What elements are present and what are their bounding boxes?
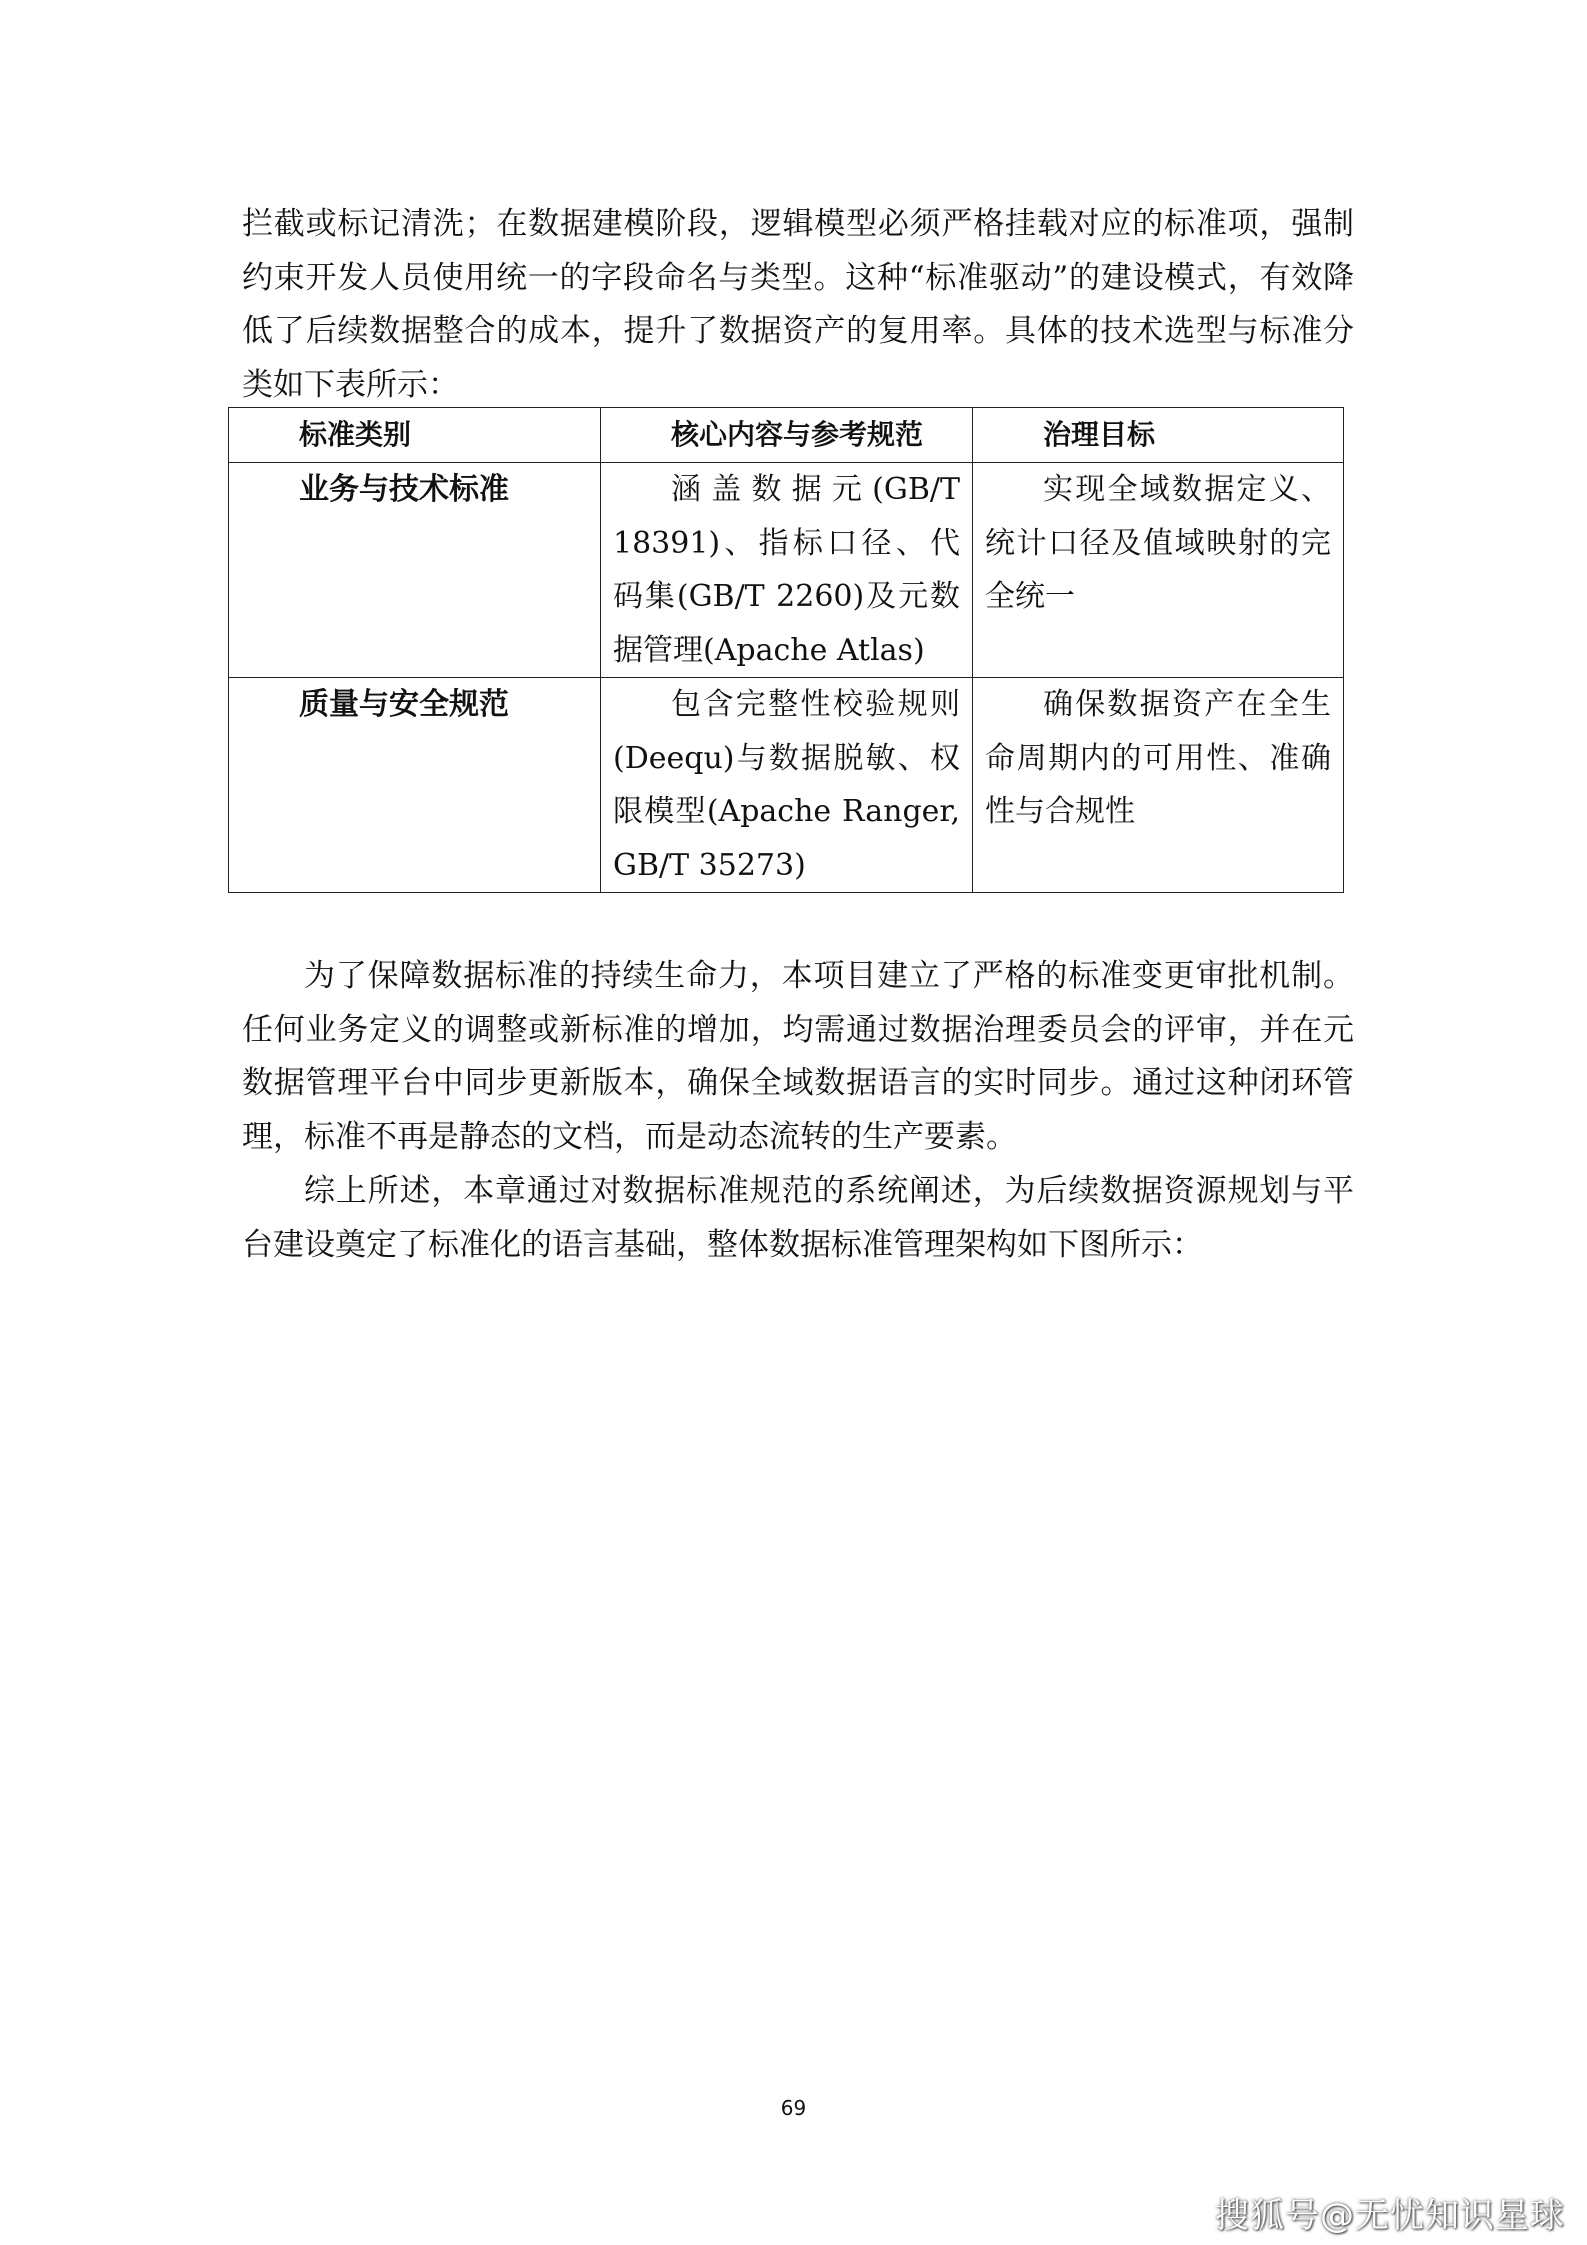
page-number: 69 — [780, 2096, 807, 2120]
watermark: 搜狐号@无忧知识星球 — [1215, 2196, 1565, 2236]
cell-category: 业务与技术标准 — [229, 463, 601, 678]
header-content: 核心内容与参考规范 — [601, 408, 973, 463]
table-row — [229, 678, 1344, 893]
cell-goal: 实现全域数据定义、统计口径及值域映射的完全统一 — [973, 463, 1344, 678]
paragraph-approval: 为了保障数据标准的持续生命力，本项目建立了严格的标准变更审批机制。任何业务定义的调整或新标准的增加，均需通过数据治理委员会的评审，并在元数据管理平台中同步更新版本，确保全域数据语言的实时同步。通过这种闭环管理，标准不再是静态的文档，而是动态流转的生产要素。 — [242, 958, 1354, 1155]
table-row — [229, 463, 1344, 678]
paragraph-intro: 拦截或标记清洗；在数据建模阶段，逻辑模型必须严格挂载对应的标准项，强制约束开发人员使用统一的字段命名与类型。这种“标准驱动”的建设模式，有效降低了后续数据整合的成本，提升了数据资产的复用率。具体的技术选型与标准分类如下表所示： — [242, 206, 1354, 403]
cell-category: 质量与安全规范 — [229, 678, 601, 893]
header-category: 标准类别 — [229, 408, 601, 463]
header-goal: 治理目标 — [973, 408, 1344, 463]
cell-content: 包含完整性校验规则(Deequ)与数据脱敏、权限模型(Apache Ranger, GB/T 35273) — [601, 678, 973, 893]
standards-table — [228, 407, 1344, 893]
cell-goal: 确保数据资产在全生命周期内的可用性、准确性与合规性 — [973, 678, 1344, 893]
cell-content: 涵盖数据元(GB/T 18391)、指标口径、代码集(GB/T 2260)及元数据管理(Apache Atlas) — [601, 463, 973, 678]
table-header-row — [229, 408, 1344, 463]
paragraph-summary: 综上所述，本章通过对数据标准规范的系统阐述，为后续数据资源规划与平台建设奠定了标准化的语言基础，整体数据标准管理架构如下图所示： — [242, 1173, 1354, 1263]
